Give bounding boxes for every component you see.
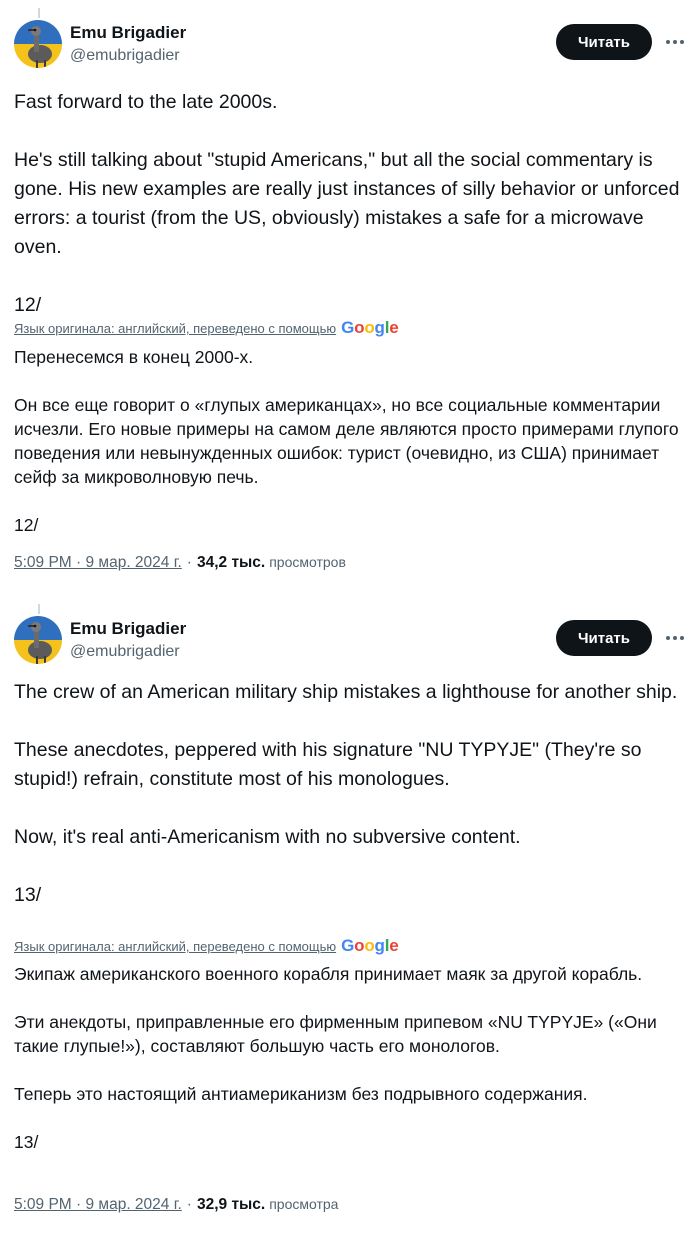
author-block [70,618,186,663]
tweet-paragraph: These anecdotes, peppered with his signature "NU TYPYJE" (They're so stupid!) refrain, constitute most of his monologues. [14,739,647,790]
tweet-paragraph: 12/ [14,294,42,316]
more-dots-icon[interactable] [658,24,692,60]
tweet [0,596,700,1234]
translation-attribution [14,318,399,338]
translation-link[interactable]: Язык оригинала: английский, переведено с помощью [14,321,337,336]
tweet-paragraph: Эти анекдоты, приправленные его фирменным припевом «NU TYPYJE» («Они такие глупые!»), составляют большую часть его монологов. [14,1012,662,1056]
translation-attribution [14,936,399,956]
tweet-text-original [14,88,686,320]
tweet-paragraph: He's still talking about "stupid Americans," but all the social commentary is gone. His new examples are really just instances of silly behavior or unforced errors: a tourist (from the US, obviously) mistakes a safe for a microwave oven. [14,149,685,258]
tweet-meta [14,554,346,572]
views-label: просмотров [269,554,346,570]
tweet-paragraph: 13/ [14,1132,39,1152]
google-logo: Google [341,318,399,337]
tweet-text-translated [14,962,686,1154]
tweet-paragraph: Fast forward to the late 2000s. [14,91,278,113]
views-count: 32,9 тыс. [196,1196,266,1213]
tweet-paragraph: Теперь это настоящий антиамериканизм без подрывного содержания. [14,1084,588,1104]
translation-link[interactable]: Язык оригинала: английский, переведено с помощью [14,939,337,954]
tweet [0,0,700,590]
avatar[interactable] [14,20,62,68]
tweet-paragraph: The crew of an American military ship mistakes a lighthouse for another ship. [14,681,678,703]
tweet-paragraph: Он все еще говорит о «глупых американцах», но все социальные комментарии исчезли. Его новые примеры на самом деле являются просто примерами глупого поведения или невынужденных ошибок: турист (очевидно, из США) принимает сейф за микроволновую печь. [14,395,684,487]
more-dots-icon[interactable] [658,620,692,656]
follow-button[interactable]: Читать [556,620,652,656]
tweet-meta [14,1196,338,1214]
meta-separator: · [186,554,192,571]
author-name[interactable]: Emu Brigadier [70,23,187,42]
google-logo: Google [341,936,399,955]
tweet-paragraph: 12/ [14,515,39,535]
meta-separator: · [186,1196,192,1213]
tweet-paragraph: Экипаж американского военного корабля принимает маяк за другой корабль. [14,964,643,984]
author-block [70,22,186,67]
author-handle[interactable]: @emubrigadier [70,47,180,64]
views-label: просмотра [269,1196,339,1212]
thread-line [38,8,40,18]
thread-line [38,604,40,614]
tweet-paragraph: Now, it's real anti-Americanism with no subversive content. [14,826,521,848]
views-count: 34,2 тыс. [196,554,266,571]
emu-avatar-icon [14,20,62,68]
tweet-text-original [14,678,686,910]
tweet-timestamp[interactable]: 5:09 PM · 9 мар. 2024 г. [14,1196,182,1213]
follow-button[interactable]: Читать [556,24,652,60]
tweet-timestamp[interactable]: 5:09 PM · 9 мар. 2024 г. [14,554,182,571]
emu-avatar-icon [14,616,62,664]
author-name[interactable]: Emu Brigadier [70,619,187,638]
tweet-paragraph: Перенесемся в конец 2000-х. [14,347,254,367]
tweet-paragraph: 13/ [14,884,42,906]
avatar[interactable] [14,616,62,664]
author-handle[interactable]: @emubrigadier [70,643,180,660]
tweet-text-translated [14,345,686,537]
